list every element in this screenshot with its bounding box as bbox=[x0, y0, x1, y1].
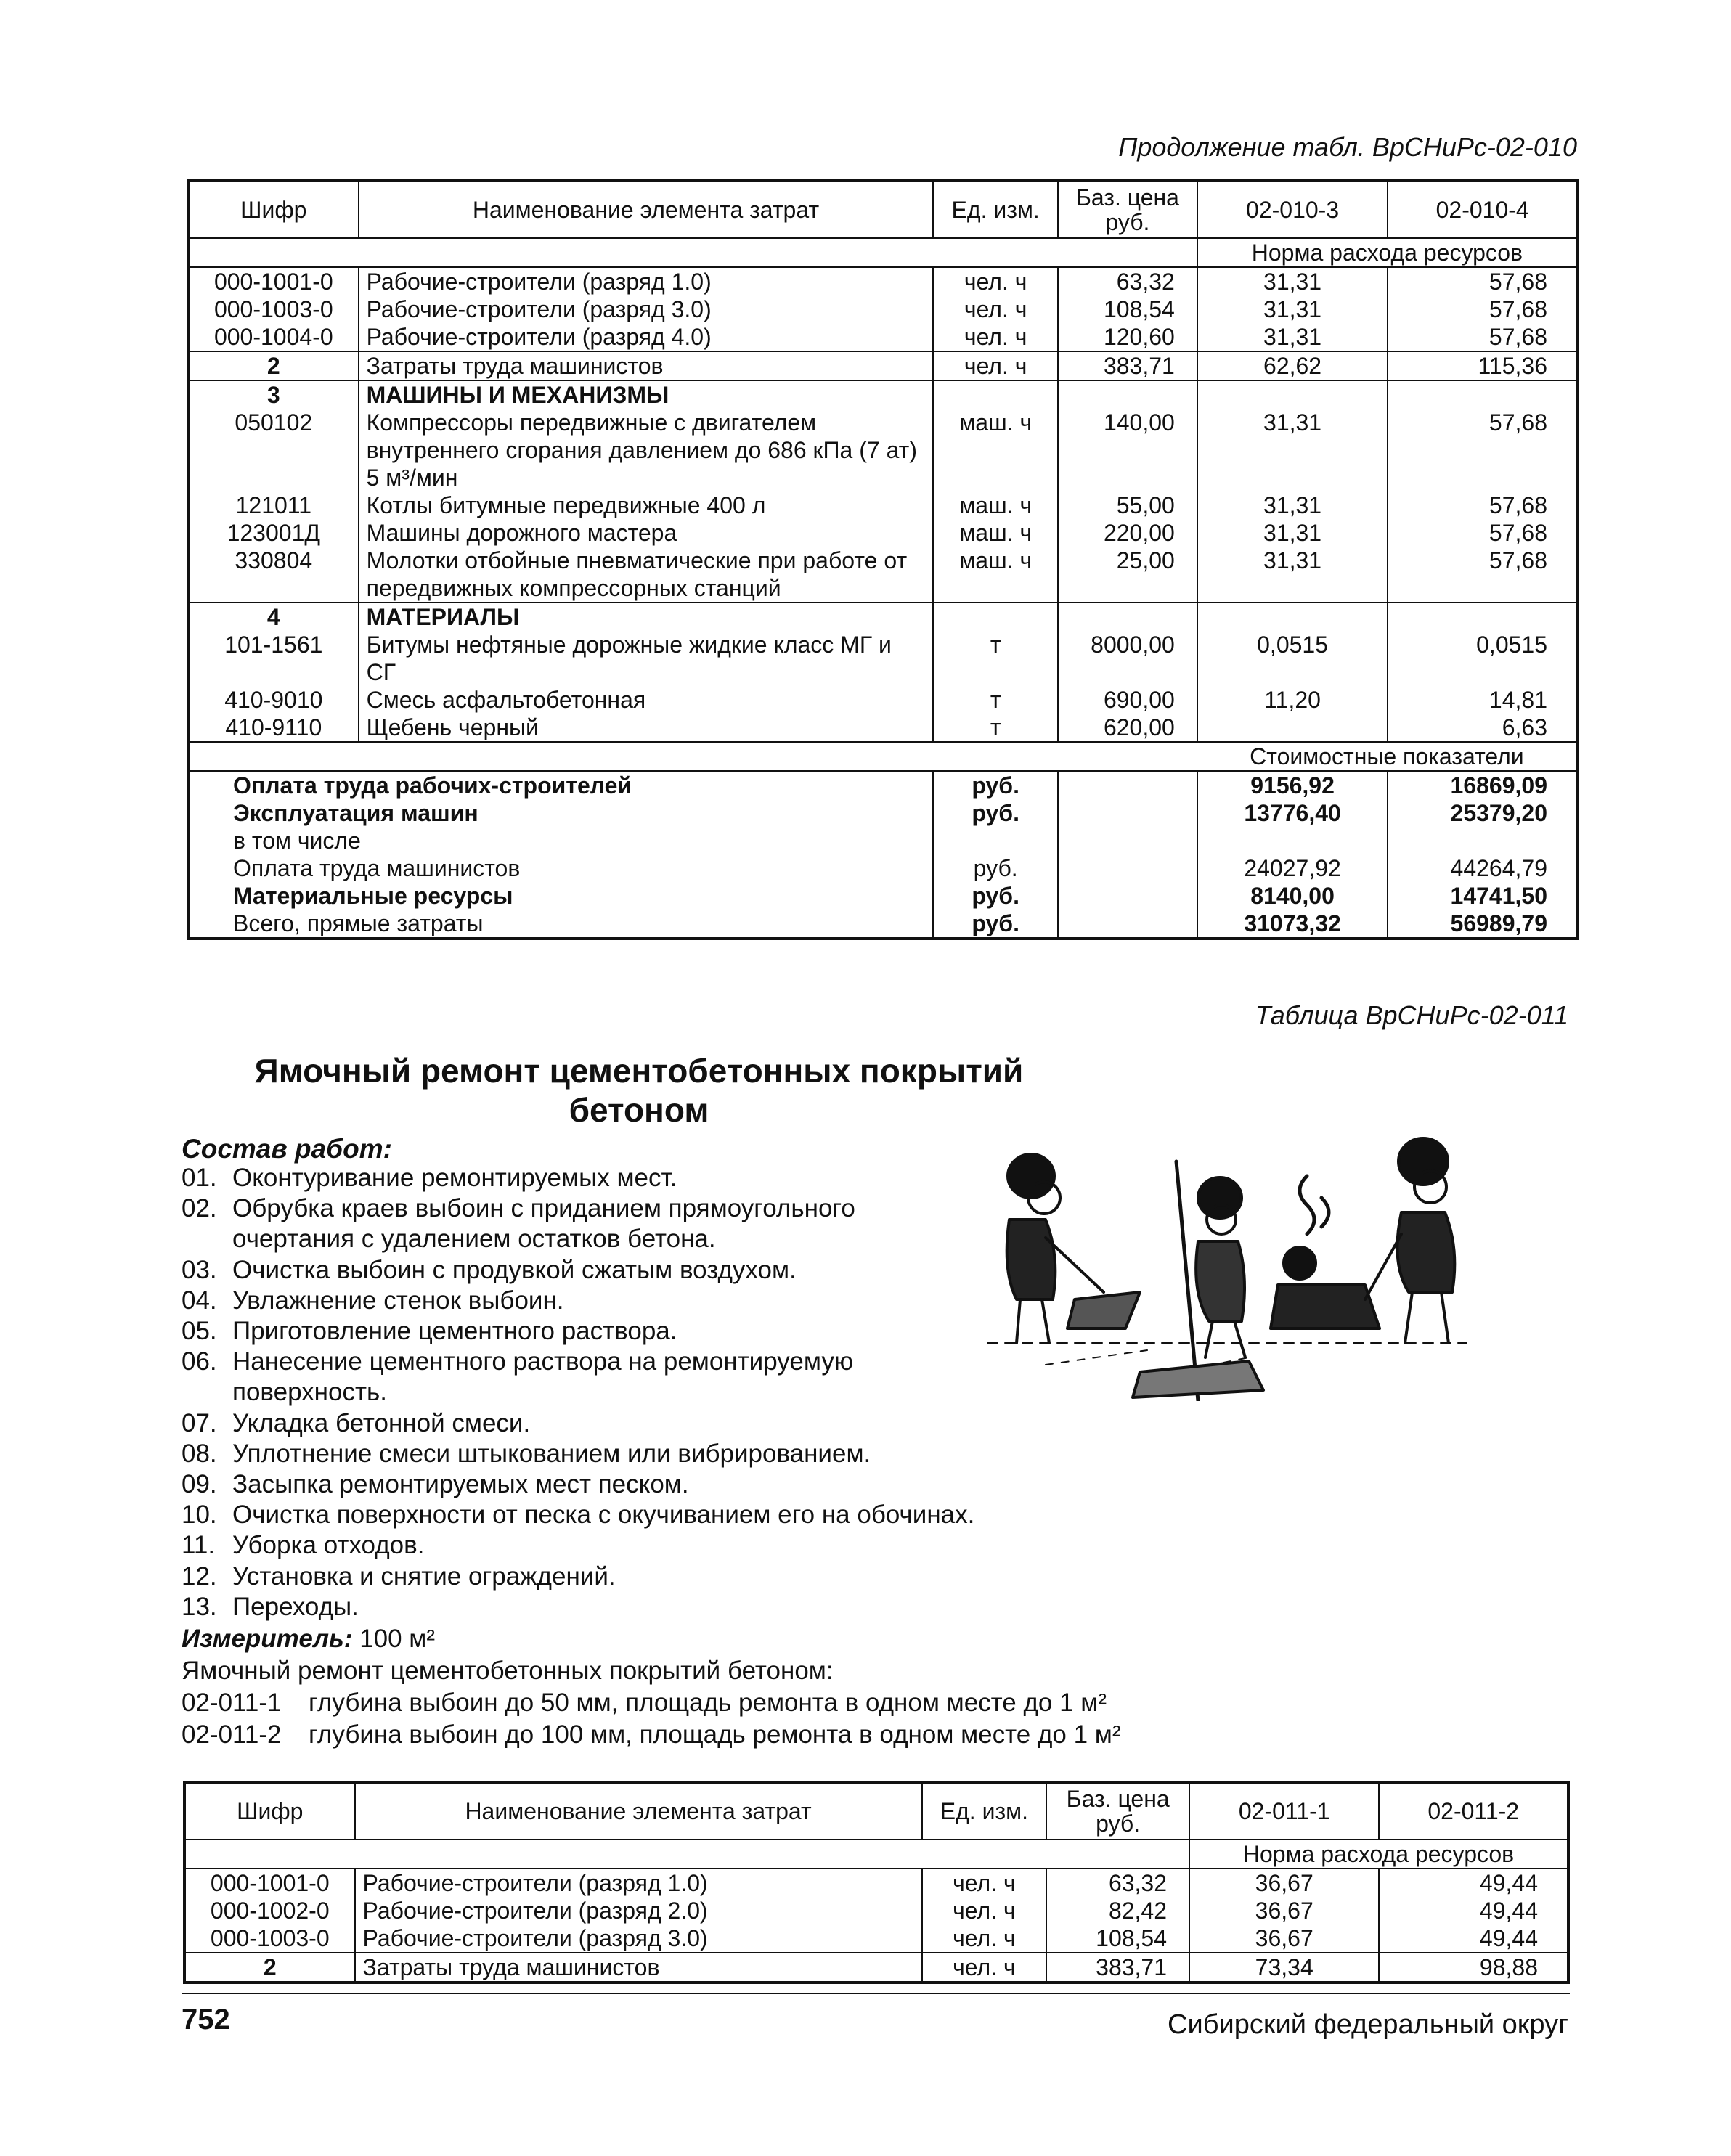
list-item: 07. Укладка бетонной смеси. bbox=[182, 1408, 531, 1437]
header-col-2: 02-010-4 bbox=[1388, 181, 1578, 238]
cost-label: Стоимостные показатели bbox=[1197, 742, 1578, 771]
cost-label-row bbox=[188, 742, 1578, 771]
table-row: 4 МАТЕРИАЛЫ bbox=[188, 603, 1578, 631]
header-name: Наименование элемента затрат bbox=[355, 1782, 922, 1839]
summary-row: Эксплуатация машин руб. 13776,40 25379,20 bbox=[188, 799, 1578, 827]
meter-label: Измеритель: bbox=[182, 1625, 353, 1653]
table-row: 121011 Котлы битумные передвижные 400 л маш. ч 55,00 31,31 57,68 bbox=[188, 491, 1578, 519]
summary-row: Оплата труда машинистов руб. 24027,92 44264,79 bbox=[188, 854, 1578, 882]
table-row: 2 Затраты труда машинистов чел. ч 383,71 73,34 98,88 bbox=[184, 1953, 1568, 1983]
road-workers-illustration bbox=[958, 1111, 1510, 1401]
description-line: Ямочный ремонт цементобетонных покрытий бетоном: bbox=[182, 1657, 834, 1685]
table-row: 123001Д Машины дорожного мастера маш. ч 220,00 31,31 57,68 bbox=[188, 519, 1578, 547]
norm-label-row bbox=[188, 238, 1578, 267]
list-item: 09. Засыпка ремонтируемых мест песком. bbox=[182, 1470, 689, 1499]
summary-row: Материальные ресурсы руб. 8140,00 14741,50 bbox=[188, 882, 1578, 910]
table-row: 000-1001-0 Рабочие-строители (разряд 1.0) чел. ч 63,32 31,31 57,68 bbox=[188, 267, 1578, 295]
header-col-2: 02-011-2 bbox=[1379, 1782, 1568, 1839]
list-item: 11. Уборка отходов. bbox=[182, 1531, 425, 1560]
meter-value: 100 м² bbox=[359, 1625, 436, 1653]
header-code: Шифр bbox=[188, 181, 359, 238]
list-item: поверхность. bbox=[232, 1378, 387, 1407]
list-item: очертания с удалением остатков бетона. bbox=[232, 1225, 716, 1254]
variant-line: 02-011-2 глубина выбоин до 100 мм, площадь ремонта в одном месте до 1 м² bbox=[182, 1720, 1121, 1749]
table-row: 101-1561 Битумы нефтяные дорожные жидкие класс МГ и СГ т 8000,00 0,0515 0,0515 bbox=[188, 631, 1578, 686]
header-unit: Ед. изм. bbox=[933, 181, 1058, 238]
variant-line: 02-011-1 глубина выбоин до 50 мм, площадь ремонта в одном месте до 1 м² bbox=[182, 1689, 1107, 1717]
list-item: 01. Оконтуривание ремонтируемых мест. bbox=[182, 1164, 677, 1192]
table-header-row bbox=[188, 181, 1578, 238]
header-unit: Ед. изм. bbox=[922, 1782, 1047, 1839]
continuation-caption: Продолжение табл. ВрСНиРс-02-010 bbox=[1118, 132, 1577, 162]
table-row: 410-9010 Смесь асфальтобетонная т 690,00 11,20 14,81 bbox=[188, 686, 1578, 714]
header-col-1: 02-011-1 bbox=[1189, 1782, 1379, 1839]
header-base-price: Баз. цена руб. bbox=[1058, 181, 1197, 238]
table-row: 410-9110 Щебень черный т 620,00 6,63 bbox=[188, 714, 1578, 742]
list-item: 05. Приготовление цементного раствора. bbox=[182, 1317, 677, 1346]
summary-row: Оплата труда рабочих-строителей руб. 9156,92 16869,09 bbox=[188, 771, 1578, 799]
page-number: 752 bbox=[182, 2004, 230, 2035]
footer-divider bbox=[182, 1993, 1570, 1994]
list-item: 08. Уплотнение смеси штыкованием или вибрированием. bbox=[182, 1439, 871, 1468]
table-row: 330804 Молотки отбойные пневматические при работе от передвижных компрессорных станций маш. ч 25,00 31,31 57,68 bbox=[188, 547, 1578, 603]
summary-row: Всего, прямые затраты руб. 31073,32 56989,79 bbox=[188, 910, 1578, 939]
section-title-line-1: Ямочный ремонт цементобетонных покрытий bbox=[254, 1052, 1024, 1090]
table-row: 000-1003-0 Рабочие-строители (разряд 3.0) чел. ч 108,54 36,67 49,44 bbox=[184, 1924, 1568, 1953]
works-list bbox=[182, 1163, 1067, 1622]
table-row: 000-1001-0 Рабочие-строители (разряд 1.0) чел. ч 63,32 36,67 49,44 bbox=[184, 1869, 1568, 1897]
norm-label: Норма расхода ресурсов bbox=[1197, 238, 1578, 267]
table-row: 000-1004-0 Рабочие-строители (разряд 4.0) чел. ч 120,60 31,31 57,68 bbox=[188, 323, 1578, 351]
norm-label: Норма расхода ресурсов bbox=[1189, 1839, 1568, 1869]
list-item: 13. Переходы. bbox=[182, 1592, 359, 1621]
table-row: 2 Затраты труда машинистов чел. ч 383,71 62,62 115,36 bbox=[188, 351, 1578, 380]
table-caption-02-011: Таблица ВрСНиРс-02-011 bbox=[1255, 1000, 1568, 1030]
list-item: 03. Очистка выбоин с продувкой сжатым воздухом. bbox=[182, 1255, 797, 1284]
section-title bbox=[218, 1051, 1060, 1130]
meter-line bbox=[182, 1625, 435, 1654]
list-item: 12. Установка и снятие ограждений. bbox=[182, 1561, 616, 1591]
table-row: 000-1002-0 Рабочие-строители (разряд 2.0) чел. ч 82,42 36,67 49,44 bbox=[184, 1897, 1568, 1924]
list-item: 02. Обрубка краев выбоин с приданием прямоугольного bbox=[182, 1194, 855, 1223]
header-base-price: Баз. цена руб. bbox=[1046, 1782, 1189, 1839]
header-code: Шифр bbox=[184, 1782, 355, 1839]
table-row: 3 МАШИНЫ И МЕХАНИЗМЫ bbox=[188, 380, 1578, 409]
header-name: Наименование элемента затрат bbox=[359, 181, 934, 238]
table-row: 000-1003-0 Рабочие-строители (разряд 3.0) чел. ч 108,54 31,31 57,68 bbox=[188, 295, 1578, 323]
norm-label-row bbox=[184, 1839, 1568, 1869]
section-title-line-2: бетоном bbox=[569, 1091, 709, 1129]
table-header-row bbox=[184, 1782, 1568, 1839]
header-col-1: 02-010-3 bbox=[1197, 181, 1388, 238]
list-item: 04. Увлажнение стенок выбоин. bbox=[182, 1286, 564, 1315]
list-item: 10. Очистка поверхности от песка с окучиванием его на обочинах. bbox=[182, 1500, 975, 1530]
works-label: Состав работ: bbox=[182, 1134, 392, 1164]
resources-table-02-010 bbox=[187, 179, 1579, 940]
table-row: 050102 Компрессоры передвижные с двигателем внутреннего сгорания давлением до 686 кПа (7 ат) 5 м³/мин маш. ч 140,00 31,31 57,68 bbox=[188, 409, 1578, 491]
list-item: 06. Нанесение цементного раствора на ремонтируемую bbox=[182, 1347, 854, 1376]
resources-table-02-011 bbox=[183, 1781, 1570, 1984]
footer-region: Сибирский федеральный округ bbox=[1168, 2009, 1568, 2040]
summary-row: в том числе bbox=[188, 827, 1578, 854]
